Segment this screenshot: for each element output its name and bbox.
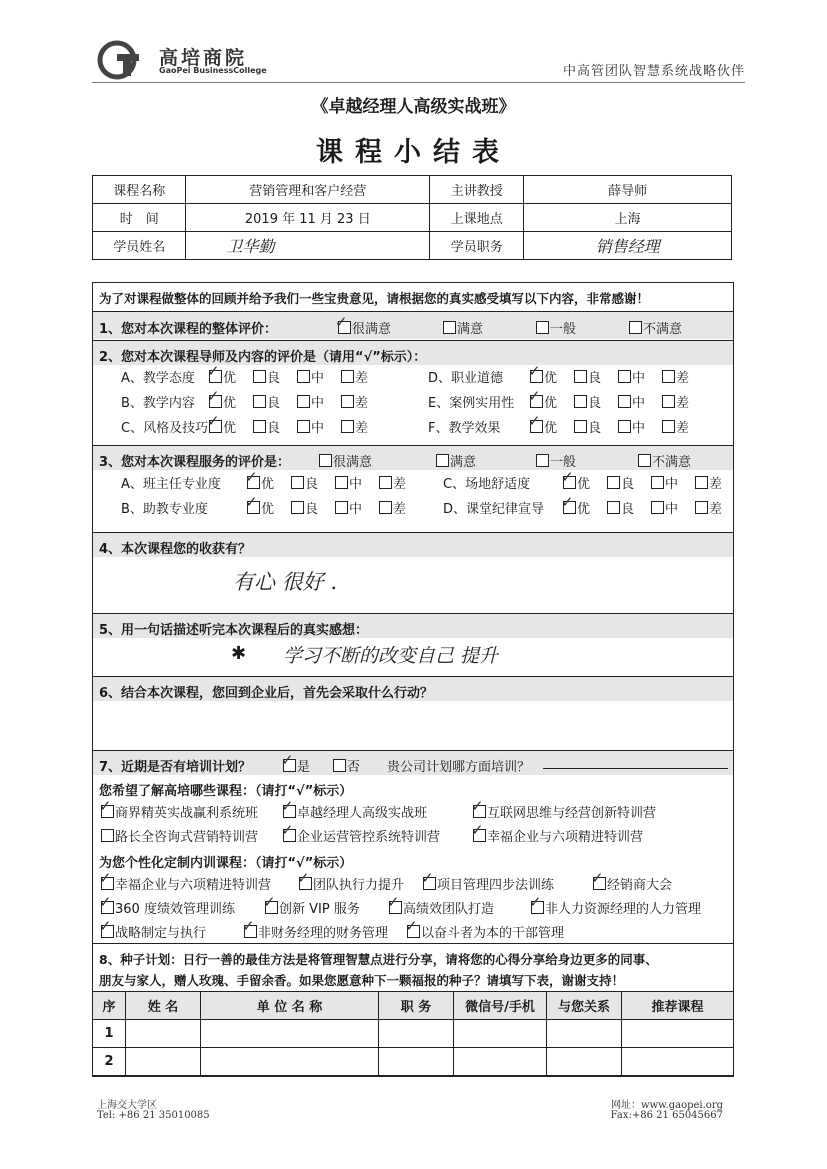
table-row <box>93 1048 733 1076</box>
q7-courses-label: 您希望了解高培哪些课程：（请打“√”标示） <box>99 784 353 799</box>
q5-header <box>93 614 733 638</box>
q7-label: 7、近期是否有培训计划？ <box>99 760 252 775</box>
checkbox[interactable] <box>341 370 354 383</box>
student-label: 学员姓名 <box>93 232 186 260</box>
checkbox[interactable] <box>618 420 631 433</box>
check-mark-icon: ✓ <box>387 893 400 911</box>
q3-grade-option[interactable]: 优 <box>247 498 274 517</box>
q3-grade-option[interactable]: 优 <box>563 498 590 517</box>
q3-grade-option[interactable]: 良 <box>291 498 318 517</box>
check-mark-icon: ✓ <box>561 493 574 511</box>
position-label: 学员职务 <box>430 232 524 260</box>
custom-option[interactable]: 项目管理四步法训练 <box>423 874 554 893</box>
q2-item-label: C、风格及技巧 <box>121 421 209 436</box>
checkbox[interactable] <box>618 395 631 408</box>
check-mark-icon: ✓ <box>99 797 112 815</box>
custom-option[interactable]: 非财务经理的财务管理 <box>244 922 388 941</box>
row-number: 1 <box>93 1020 126 1048</box>
q2-grade-option[interactable]: 良 <box>574 392 601 411</box>
check-mark-icon: ✓ <box>528 362 541 380</box>
custom-option[interactable]: 创新 VIP 服务 <box>265 898 360 917</box>
student-name-value[interactable]: 卫华勤 <box>186 232 430 260</box>
checkbox[interactable] <box>297 420 310 433</box>
courses-option[interactable]: 幸福企业与六项精进特训营 <box>473 826 643 845</box>
q2-grade-option[interactable]: 良 <box>253 417 280 436</box>
q5-label: 5、用一句话描述听完本次课程后的真实感想： <box>99 623 369 638</box>
q3-item-label: A、班主任专业度 <box>121 477 221 492</box>
custom-option[interactable]: 战略制定与执行 <box>101 922 206 941</box>
checkbox[interactable] <box>536 454 549 467</box>
courses-option[interactable]: 卓越经理人高级实战班 <box>283 802 427 821</box>
col-no: 序 <box>93 992 126 1020</box>
q7-header <box>93 751 733 775</box>
logo <box>97 40 267 80</box>
q2-label: 2、您对本次课程导师及内容的评价是（请用“√”标示）： <box>99 350 427 365</box>
col-company: 单 位 名 称 <box>201 992 379 1020</box>
teacher-label: 主讲教授 <box>430 176 524 204</box>
checkbox[interactable] <box>536 321 549 334</box>
custom-option[interactable]: 幸福企业与六项精进特训营 <box>101 874 271 893</box>
check-mark-icon: ✓ <box>297 869 310 887</box>
teacher-value[interactable]: 薛导师 <box>524 176 732 204</box>
checkbox[interactable] <box>333 759 346 772</box>
q2-grade-option[interactable]: 中 <box>297 392 324 411</box>
q3-grade-option[interactable]: 差 <box>379 473 406 492</box>
q4-answer[interactable]: 有心 很好 . <box>233 570 338 594</box>
gaopei-logo-icon <box>97 40 155 80</box>
q3-option-average[interactable]: 一般 <box>536 451 576 470</box>
footer-web[interactable]: 网址：www.gaopei.org <box>611 1100 723 1111</box>
checkbox[interactable] <box>574 420 587 433</box>
checkbox[interactable] <box>629 321 642 334</box>
q2-grade-option[interactable]: 良 <box>253 367 280 386</box>
checkbox[interactable] <box>638 454 651 467</box>
course-value[interactable]: 营销管理和客户经营 <box>186 176 430 204</box>
q3-grade-option[interactable]: 良 <box>607 498 634 517</box>
check-mark-icon: ✓ <box>335 313 348 331</box>
check-mark-icon: ✓ <box>242 917 255 935</box>
checkbox[interactable] <box>341 420 354 433</box>
time-label: 时 间 <box>93 204 186 232</box>
col-name: 姓 名 <box>126 992 201 1020</box>
q8-line1: 8、种子计划：日行一善的最佳方法是将管理智慧点进行分享，请将您的心得分享给身边更多的同事、 <box>99 952 658 967</box>
q2-grade-option[interactable]: 中 <box>618 392 645 411</box>
q2-grade-option[interactable]: 良 <box>574 367 601 386</box>
q3-grade-option[interactable]: 差 <box>695 498 722 517</box>
survey-form <box>92 282 734 1077</box>
q1-label: 1、您对本次课程的整体评价： <box>99 322 278 337</box>
q3-option-satisfied[interactable]: 满意 <box>436 451 476 470</box>
q1-option-average[interactable]: 一般 <box>536 318 576 337</box>
check-mark-icon: ✓ <box>471 821 484 839</box>
checkbox[interactable] <box>101 829 114 842</box>
q3-grade-option[interactable]: 差 <box>379 498 406 517</box>
check-mark-icon: ✓ <box>99 893 112 911</box>
q8-line2: 朋友与家人，赠人玫瑰、手留余香。如果您愿意种下一颗福报的种子？请填写下表，谢谢支持！ <box>99 973 625 988</box>
course-series-title: 《卓越经理人高级实战班》 <box>311 97 516 117</box>
q7-which-label: 贵公司计划哪方面培训？ <box>387 760 531 775</box>
q7-courses <box>93 797 733 846</box>
q1-option-satisfied[interactable]: 满意 <box>443 318 483 337</box>
checkbox[interactable] <box>574 370 587 383</box>
q2-grade-option[interactable]: 良 <box>574 417 601 436</box>
position-value[interactable]: 销售经理 <box>524 232 732 260</box>
col-position: 职 务 <box>379 992 454 1020</box>
custom-option[interactable]: 高绩效团队打造 <box>389 898 494 917</box>
checkbox[interactable] <box>574 395 587 408</box>
brand-name: 高培商院 <box>159 47 248 69</box>
check-mark-icon: ✓ <box>263 893 276 911</box>
q2-header <box>93 341 733 365</box>
courses-option[interactable]: 互联网思维与经营创新特训营 <box>473 802 656 821</box>
q7-no[interactable]: 否 <box>333 756 360 775</box>
checkbox[interactable] <box>379 476 392 489</box>
q3-label: 3、您对本次课程服务的评价是： <box>99 455 291 470</box>
q3-option-very-satisfied[interactable]: 很满意 <box>319 451 372 470</box>
q2-grade-option[interactable]: 中 <box>618 417 645 436</box>
checkbox[interactable] <box>291 501 304 514</box>
checkbox[interactable] <box>379 501 392 514</box>
q2-grade-option[interactable]: 差 <box>341 417 368 436</box>
checkbox[interactable] <box>662 395 675 408</box>
q3-grade-option[interactable]: 中 <box>651 498 678 517</box>
q3-grade-option[interactable]: 良 <box>291 473 318 492</box>
checkbox[interactable] <box>335 476 348 489</box>
q3-option-unsatisfied[interactable]: 不满意 <box>638 451 691 470</box>
checkbox[interactable] <box>695 476 708 489</box>
checkbox[interactable] <box>618 370 631 383</box>
footer-address: 上海交大学区 <box>97 1100 157 1111</box>
check-mark-icon: ✓ <box>207 412 220 430</box>
check-mark-icon: ✓ <box>421 869 434 887</box>
place-value[interactable]: 上海 <box>524 204 732 232</box>
q2-grade-option[interactable]: 差 <box>662 392 689 411</box>
q2-item-label: E、案例实用性 <box>428 396 515 411</box>
footer-tel: Tel: +86 21 35010085 <box>97 1110 210 1121</box>
checkbox[interactable] <box>662 420 675 433</box>
seed-plan-table <box>93 991 733 1076</box>
checkbox[interactable] <box>291 476 304 489</box>
q2-item-label: A、教学态度 <box>121 371 195 386</box>
q6-header <box>93 677 733 701</box>
check-mark-icon: ✓ <box>528 412 541 430</box>
q3-item-label: D、课堂纪律宣导 <box>443 502 545 517</box>
q2-grade-option[interactable]: 优 <box>209 392 236 411</box>
checkbox[interactable] <box>297 370 310 383</box>
courses-option[interactable]: 路长全咨询式营销特训营 <box>101 826 258 845</box>
q3-header <box>93 446 733 470</box>
custom-option[interactable]: 360 度绩效管理训练 <box>101 898 235 917</box>
header-divider <box>92 82 745 83</box>
q6-answer-area[interactable] <box>93 703 733 748</box>
form-title: 课程小结表 <box>316 137 511 168</box>
q2-item-label: B、教学内容 <box>121 396 195 411</box>
check-mark-icon: ✓ <box>529 893 542 911</box>
course-info-table <box>92 175 732 260</box>
checkbox[interactable] <box>319 454 332 467</box>
checkbox[interactable] <box>253 395 266 408</box>
q2-grade-option[interactable]: 优 <box>530 392 557 411</box>
checkbox[interactable] <box>253 370 266 383</box>
checkbox[interactable] <box>443 321 456 334</box>
q2-grade-option[interactable]: 优 <box>530 417 557 436</box>
row-number: 2 <box>93 1048 126 1076</box>
check-mark-icon: ✓ <box>99 917 112 935</box>
check-mark-icon: ✓ <box>561 468 574 486</box>
q7-custom-courses <box>93 869 733 944</box>
q3-grade-option[interactable]: 中 <box>335 473 362 492</box>
checkbox[interactable] <box>662 370 675 383</box>
custom-option[interactable]: 团队执行力提升 <box>299 874 404 893</box>
check-mark-icon: ✓ <box>207 362 220 380</box>
q7-which-input[interactable] <box>543 756 728 769</box>
q3-grade-option[interactable]: 优 <box>563 473 590 492</box>
q2-grade-option[interactable]: 中 <box>297 367 324 386</box>
q7-yes[interactable]: 是 <box>283 756 310 775</box>
q1-option-unsatisfied[interactable]: 不满意 <box>629 318 682 337</box>
q3-grade-option[interactable]: 良 <box>607 473 634 492</box>
table-row <box>93 1020 733 1048</box>
q3-item-label: B、助教专业度 <box>121 502 208 517</box>
course-label: 课程名称 <box>93 176 186 204</box>
q3-grade-option[interactable]: 中 <box>335 498 362 517</box>
q2-grade-option[interactable]: 中 <box>618 367 645 386</box>
check-mark-icon: ✓ <box>245 493 258 511</box>
check-mark-icon: ✓ <box>281 797 294 815</box>
custom-option[interactable]: 以奋斗者为本的干部管理 <box>407 922 564 941</box>
checkbox[interactable] <box>651 501 664 514</box>
check-mark-icon: ✓ <box>528 387 541 405</box>
q6-label: 6、结合本次课程，您回到企业后，首先会采取什么行动？ <box>99 686 434 701</box>
q3-grid <box>93 468 733 525</box>
check-mark-icon: ✓ <box>207 387 220 405</box>
q7-custom-label: 为您个性化定制内训课程：（请打“√”标示） <box>99 856 353 871</box>
checkbox[interactable] <box>651 476 664 489</box>
col-course: 推荐课程 <box>622 992 734 1020</box>
col-wechat: 微信号/手机 <box>454 992 547 1020</box>
q3-grade-option[interactable]: 差 <box>695 473 722 492</box>
checkbox[interactable] <box>253 420 266 433</box>
time-value[interactable]: 2019 年 11 月 23 日 <box>186 204 430 232</box>
seed-table-header <box>93 992 733 1020</box>
checkbox[interactable] <box>341 395 354 408</box>
q2-grade-option[interactable]: 差 <box>662 417 689 436</box>
brand-name-en: GaoPei BusinessCollege <box>159 66 267 75</box>
intro-text: 为了对课程做整体的回顾并给予我们一些宝贵意见，请根据您的真实感受填写以下内容，非常感谢！ <box>99 291 650 306</box>
custom-option[interactable]: 经销商大会 <box>593 874 672 893</box>
courses-option[interactable]: 企业运营管控系统特训营 <box>283 826 440 845</box>
q3-grade-option[interactable]: 中 <box>651 473 678 492</box>
check-mark-icon: ✓ <box>405 917 418 935</box>
q2-grade-option[interactable]: 优 <box>209 417 236 436</box>
q2-grade-option[interactable]: 差 <box>341 367 368 386</box>
check-mark-icon: ✓ <box>245 468 258 486</box>
footer-fax: Fax:+86 21 65045667 <box>610 1110 723 1121</box>
q2-grade-option[interactable]: 良 <box>253 392 280 411</box>
q3-item-label: C、场地舒适度 <box>443 477 531 492</box>
tagline: 中高管团队智慧系统战略伙伴 <box>562 64 745 79</box>
check-mark-icon: ✓ <box>591 869 604 887</box>
col-relation: 与您关系 <box>547 992 622 1020</box>
courses-option[interactable]: 商界精英实战赢利系统班 <box>101 802 258 821</box>
check-mark-icon: ✓ <box>99 869 112 887</box>
place-label: 上课地点 <box>430 204 524 232</box>
q1-row <box>93 312 733 339</box>
q4-label: 4、本次课程您的收获有？ <box>99 542 252 557</box>
custom-option[interactable]: 非人力资源经理的人力管理 <box>531 898 701 917</box>
checkbox[interactable] <box>335 501 348 514</box>
q1-option-very-satisfied[interactable]: 很满意 <box>338 318 391 337</box>
q2-grid <box>93 362 733 443</box>
checkbox[interactable] <box>297 395 310 408</box>
q2-item-label: F、教学效果 <box>428 421 501 436</box>
check-mark-icon: ✓ <box>281 821 294 839</box>
bullet-mark-icon: ✱ <box>231 643 247 664</box>
check-mark-icon: ✓ <box>471 797 484 815</box>
q5-answer[interactable]: 学习不断的改变自己 提升 <box>283 645 499 667</box>
q3-grade-option[interactable]: 优 <box>247 473 274 492</box>
q4-header <box>93 533 733 557</box>
checkbox[interactable] <box>607 501 620 514</box>
checkbox[interactable] <box>695 501 708 514</box>
q2-grade-option[interactable]: 优 <box>530 367 557 386</box>
q2-item-label: D、职业道德 <box>428 371 504 386</box>
checkbox[interactable] <box>607 476 620 489</box>
q2-grade-option[interactable]: 差 <box>662 367 689 386</box>
q2-grade-option[interactable]: 优 <box>209 367 236 386</box>
q2-grade-option[interactable]: 差 <box>341 392 368 411</box>
q2-grade-option[interactable]: 中 <box>297 417 324 436</box>
checkbox[interactable] <box>436 454 449 467</box>
check-mark-icon: ✓ <box>281 751 294 769</box>
